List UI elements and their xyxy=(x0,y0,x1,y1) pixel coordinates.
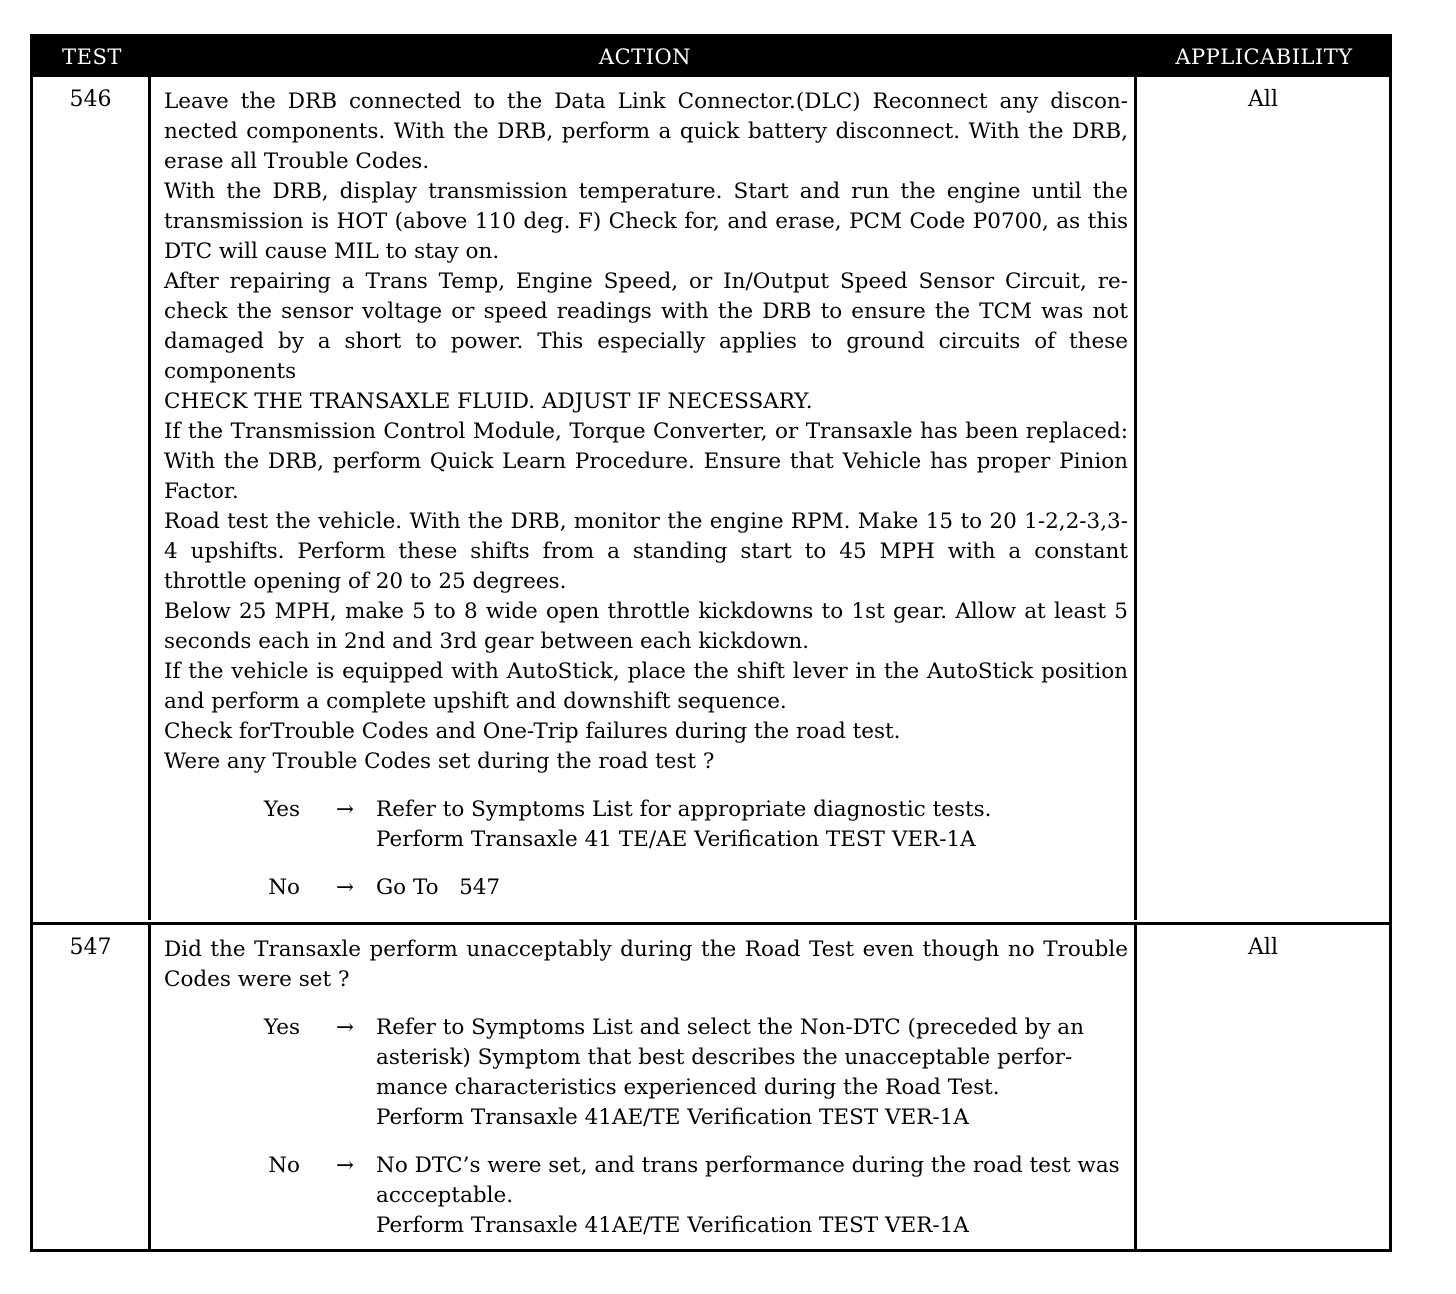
table-row-547 xyxy=(33,922,1389,1252)
branch-text: Refer to Symptoms List for appropriate diagnostic tests. xyxy=(376,797,992,822)
branch-text: Perform Transaxle 41AE/TE Verification TEST VER-1A xyxy=(376,1213,969,1238)
table-header xyxy=(33,37,1389,77)
arrow-right-icon: → xyxy=(335,1015,354,1040)
branch-text: No DTC’s were set, and trans performance during the road test was accceptable. xyxy=(376,1153,1120,1208)
branch-yes xyxy=(164,795,1128,855)
branch-label: No xyxy=(268,875,300,900)
action-paragraph: If the vehicle is equipped with AutoStick, place the shift lever in the AutoStick position and perform a complete upshift and downshift sequence. xyxy=(164,659,1128,714)
test-number: 547 xyxy=(33,925,151,1252)
branch-no xyxy=(164,873,1128,903)
branch-text: Refer to Symptoms List and select the Non-DTC (preceded by an asterisk) Symptom that best describes the unacceptable perfor-mance characteristics experienced during the Road Test. xyxy=(376,1015,1084,1100)
action-paragraph: CHECK THE TRANSAXLE FLUID. ADJUST IF NECESSARY. xyxy=(164,389,813,414)
branch-label: Yes xyxy=(263,797,300,822)
header-applicability: APPLICABILITY xyxy=(1175,45,1353,69)
action-question: Did the Transaxle perform unacceptably during the Road Test even though no Trouble Codes were set ? xyxy=(164,937,1128,992)
branch-label: Yes xyxy=(263,1015,300,1040)
table-row-546 xyxy=(33,77,1389,920)
action-question: Were any Trouble Codes set during the road test ? xyxy=(164,749,715,774)
branch-text: Perform Transaxle 41 TE/AE Verification TEST VER-1A xyxy=(376,827,976,852)
action-paragraph: With the DRB, display transmission temperature. Start and run the engine until the transmission is HOT (above 110 deg. F) Check for, and erase, PCM Code P0700, as this DTC will cause MIL to stay on. xyxy=(164,179,1128,264)
action-cell xyxy=(154,925,1137,1252)
test-number: 546 xyxy=(33,77,151,920)
action-paragraph: Check forTrouble Codes and One-Trip failures during the road test. xyxy=(164,719,901,744)
applicability-value: All xyxy=(1248,935,1278,960)
diagnostic-table xyxy=(30,34,1392,1252)
branch-text: Go To 547 xyxy=(376,875,501,900)
branch-text: Perform Transaxle 41AE/TE Verification TEST VER-1A xyxy=(376,1105,969,1130)
arrow-right-icon: → xyxy=(335,1153,354,1178)
action-paragraph: If the Transmission Control Module, Torque Converter, or Transaxle has been replaced: With the DRB, perform Quick Learn Procedure. Ensure that Vehicle has proper Pinion Factor. xyxy=(164,419,1128,504)
header-action: ACTION xyxy=(598,45,692,69)
action-paragraph: Road test the vehicle. With the DRB, monitor the engine RPM. Make 15 to 20 1-2,2-3,3-4 upshifts. Perform these shifts from a standing start to 45 MPH with a constant throttle opening of 20 to 25 degrees. xyxy=(164,509,1128,594)
action-cell xyxy=(154,77,1137,920)
applicability-value: All xyxy=(1248,87,1278,112)
action-paragraph: Leave the DRB connected to the Data Link Connector.(DLC) Reconnect any discon-nected components. With the DRB, perform a quick battery disconnect. With the DRB, erase all Trouble Codes. xyxy=(164,89,1128,174)
header-test: TEST xyxy=(62,45,122,69)
action-paragraph: Below 25 MPH, make 5 to 8 wide open throttle kickdowns to 1st gear. Allow at least 5 seconds each in 2nd and 3rd gear between each kickdown. xyxy=(164,599,1128,654)
branch-label: No xyxy=(268,1153,300,1178)
branch-yes xyxy=(164,1013,1128,1133)
arrow-right-icon: → xyxy=(335,875,354,900)
branch-list xyxy=(164,1013,1128,1241)
branch-no xyxy=(164,1151,1128,1241)
action-paragraph: After repairing a Trans Temp, Engine Speed, or In/Output Speed Sensor Circuit, re-check the sensor voltage or speed readings with the DRB to ensure the TCM was not damaged by a short to power. This especially applies to ground circuits of these components xyxy=(164,269,1128,384)
arrow-right-icon: → xyxy=(335,797,354,822)
branch-list xyxy=(164,795,1128,903)
